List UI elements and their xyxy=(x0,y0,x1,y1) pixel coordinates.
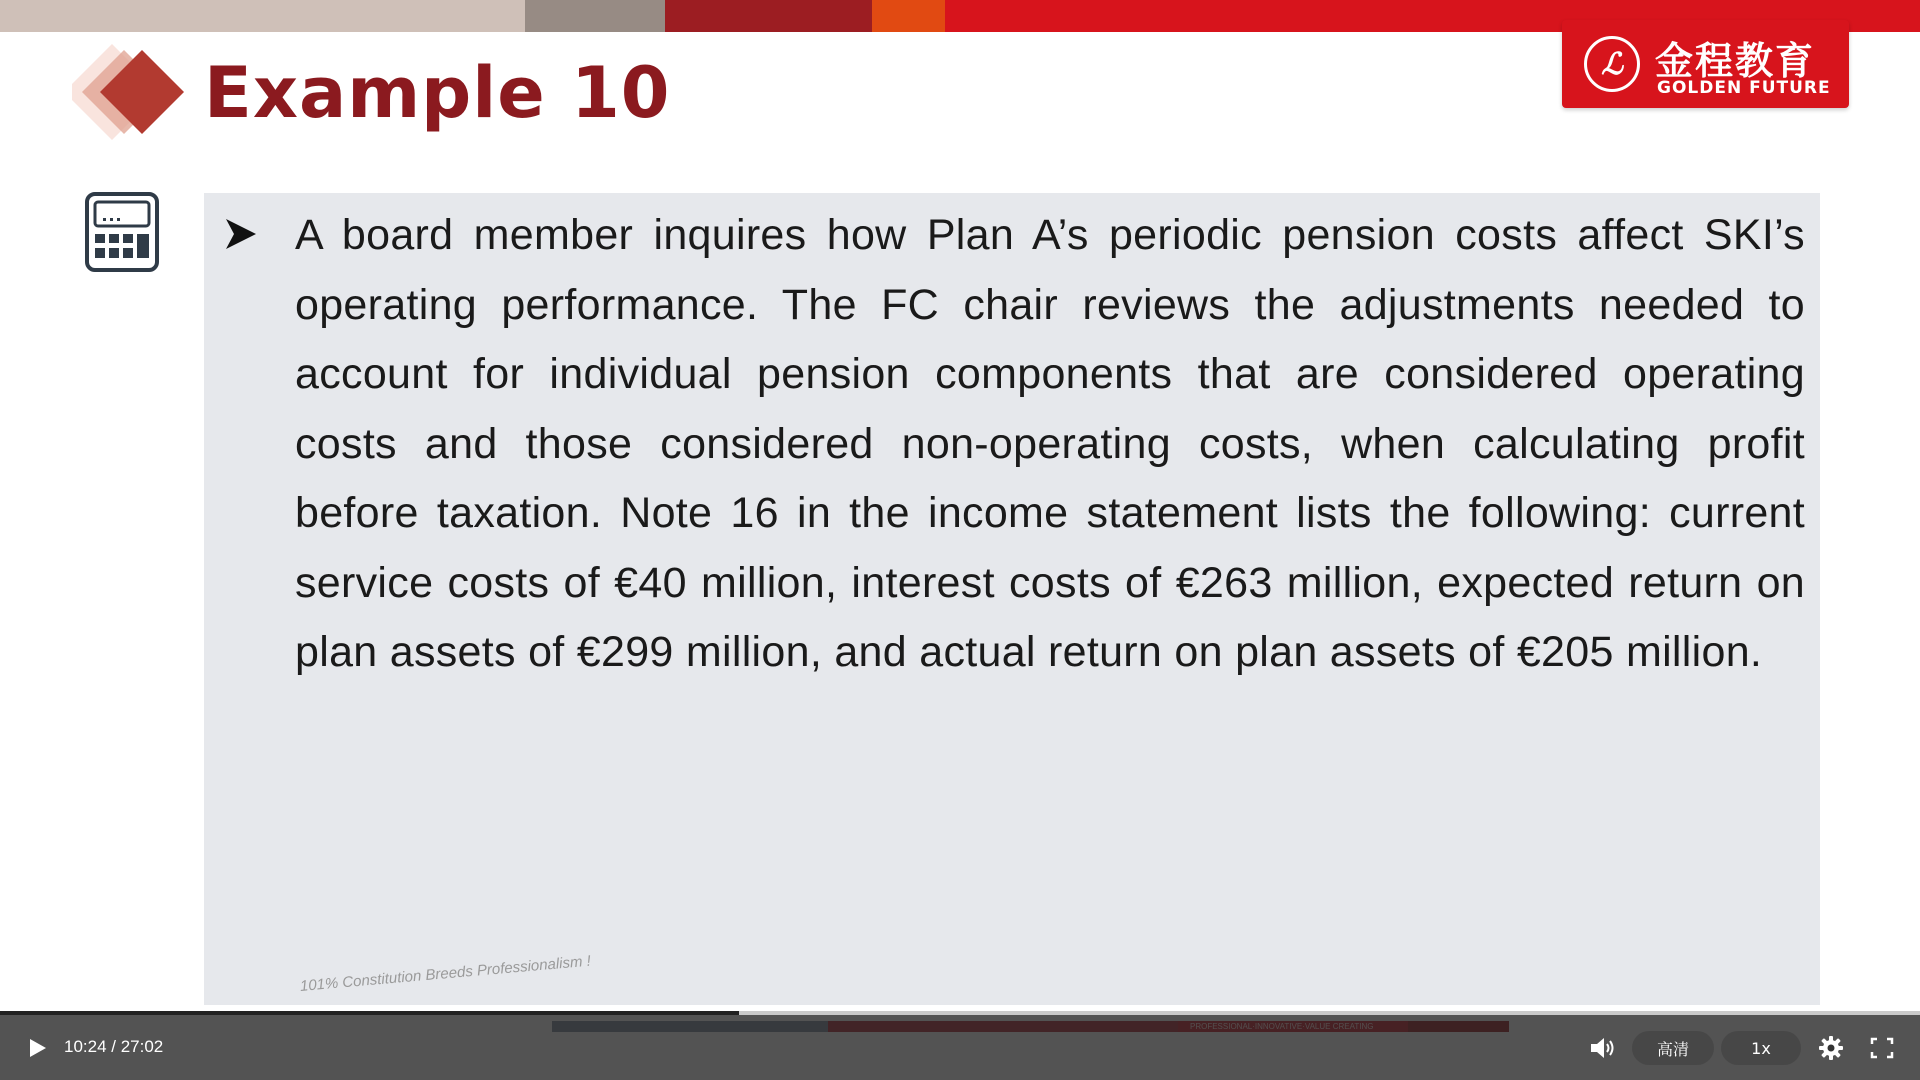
logo-english-text: GOLDEN FUTURE xyxy=(1657,78,1831,98)
gear-icon[interactable] xyxy=(1818,1035,1844,1061)
play-icon[interactable] xyxy=(26,1037,48,1059)
title-diamond-icon xyxy=(72,42,192,142)
question-paragraph: A board member inquires how Plan A’s periodic pension costs affect SKI’s operating performance. The FC chair reviews the adjustments needed to account for individual pension components that are considered operating costs and those considered non-operating costs, when calculating profit before taxation. Note 16 in the income statement lists the following: current service costs of €40 million, interest costs of €263 million, expected return on plan assets of €299 million, and actual return on plan assets of €205 million. xyxy=(295,211,1805,676)
time-display: 10:24 / 27:02 xyxy=(64,1037,164,1056)
arrow-bullet-icon xyxy=(224,217,258,251)
golden-future-logo xyxy=(1562,20,1849,108)
quality-button[interactable]: 高清 xyxy=(1632,1031,1714,1065)
slide-title: Example 10 xyxy=(204,52,671,134)
logo-emblem-icon: ℒ xyxy=(1584,36,1640,92)
video-control-bar xyxy=(0,1015,1920,1080)
fullscreen-icon[interactable] xyxy=(1870,1037,1894,1059)
content-panel xyxy=(204,193,1820,1005)
calculator-icon xyxy=(85,192,159,272)
speed-button[interactable]: 1x xyxy=(1721,1031,1801,1065)
volume-icon[interactable] xyxy=(1589,1036,1615,1060)
logo-chinese-text: 金程教育 xyxy=(1655,39,1816,83)
slogan-watermark: 101% Constitution Breeds Professionalism ! xyxy=(299,952,592,995)
